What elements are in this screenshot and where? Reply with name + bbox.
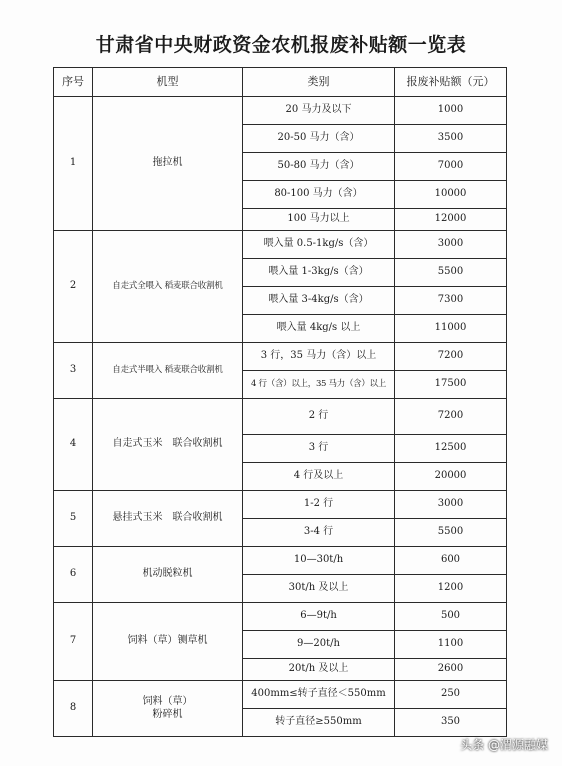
amount-cell: 1200: [395, 575, 507, 603]
amount-cell: 17500: [395, 371, 507, 399]
amount-cell: 5500: [395, 519, 507, 547]
model-cell: 机动脱粒机: [93, 547, 243, 603]
category-cell: 80-100 马力（含）: [243, 181, 395, 209]
amount-cell: 7200: [395, 343, 507, 371]
amount-cell: 3500: [395, 125, 507, 153]
seq-cell: 7: [54, 603, 93, 681]
category-cell: 3 行，35 马力（含）以上: [243, 343, 395, 371]
amount-cell: 12000: [395, 209, 507, 231]
header-seq: 序号: [54, 68, 93, 97]
table-row: [54, 681, 507, 709]
category-cell: 9—20t/h: [243, 631, 395, 659]
category-cell: 3 行: [243, 435, 395, 463]
seq-cell: 4: [54, 399, 93, 491]
amount-cell: 1100: [395, 631, 507, 659]
amount-cell: 2600: [395, 659, 507, 681]
amount-cell: 12500: [395, 435, 507, 463]
amount-cell: 7200: [395, 399, 507, 435]
watermark: 头条 @渭源融媒: [460, 738, 548, 752]
category-cell: 4 行及以上: [243, 463, 395, 491]
category-cell: 喂入量 3-4kg/s（含）: [243, 287, 395, 315]
model-cell: 饲料（草）铡草机: [93, 603, 243, 681]
seq-cell: 2: [54, 231, 93, 343]
seq-cell: 1: [54, 97, 93, 231]
amount-cell: 250: [395, 681, 507, 709]
amount-cell: 600: [395, 547, 507, 575]
amount-cell: 1000: [395, 97, 507, 125]
amount-cell: 5500: [395, 259, 507, 287]
category-cell: 20 马力及以下: [243, 97, 395, 125]
table-row: [54, 547, 507, 575]
category-cell: 30t/h 及以上: [243, 575, 395, 603]
category-cell: 3-4 行: [243, 519, 395, 547]
category-cell: 400mm≤转子直径＜550mm: [243, 681, 395, 709]
table-header-row: [54, 68, 507, 97]
amount-cell: 350: [395, 709, 507, 737]
amount-cell: 3000: [395, 491, 507, 519]
amount-cell: 10000: [395, 181, 507, 209]
amount-cell: 500: [395, 603, 507, 631]
category-cell: 100 马力以上: [243, 209, 395, 231]
seq-cell: 5: [54, 491, 93, 547]
model-cell: 自走式玉米 联合收割机: [93, 399, 243, 491]
table-row: [54, 399, 507, 435]
subsidy-table: [53, 67, 507, 737]
category-cell: 喂入量 1-3kg/s（含）: [243, 259, 395, 287]
table-row: [54, 97, 507, 125]
model-cell: 饲料（草） 粉碎机: [93, 681, 243, 737]
model-cell: 拖拉机: [93, 97, 243, 231]
category-cell: 喂入量 0.5-1kg/s（含）: [243, 231, 395, 259]
amount-cell: 7000: [395, 153, 507, 181]
category-cell: 转子直径≥550mm: [243, 709, 395, 737]
category-cell: 2 行: [243, 399, 395, 435]
category-cell: 6—9t/h: [243, 603, 395, 631]
category-cell: 喂入量 4kg/s 以上: [243, 315, 395, 343]
model-cell: 悬挂式玉米 联合收割机: [93, 491, 243, 547]
seq-cell: 3: [54, 343, 93, 399]
header-model: 机型: [93, 68, 243, 97]
amount-cell: 3000: [395, 231, 507, 259]
category-cell: 10—30t/h: [243, 547, 395, 575]
amount-cell: 7300: [395, 287, 507, 315]
category-cell: 1-2 行: [243, 491, 395, 519]
table-row: [54, 491, 507, 519]
model-cell: 自走式全喂入 稻麦联合收割机: [93, 231, 243, 343]
table-row: [54, 343, 507, 371]
seq-cell: 8: [54, 681, 93, 737]
header-amount: 报废补贴额（元）: [395, 68, 507, 97]
category-cell: 50-80 马力（含）: [243, 153, 395, 181]
seq-cell: 6: [54, 547, 93, 603]
category-cell: 20t/h 及以上: [243, 659, 395, 681]
amount-cell: 20000: [395, 463, 507, 491]
amount-cell: 11000: [395, 315, 507, 343]
header-category: 类别: [243, 68, 395, 97]
category-cell: 4 行（含）以上，35 马力（含）以上: [243, 371, 395, 399]
page-title: 甘肃省中央财政资金农机报废补贴额一览表: [95, 34, 467, 56]
table-row: [54, 231, 507, 259]
table-row: [54, 603, 507, 631]
category-cell: 20-50 马力（含）: [243, 125, 395, 153]
model-cell: 自走式半喂入 稻麦联合收割机: [93, 343, 243, 399]
